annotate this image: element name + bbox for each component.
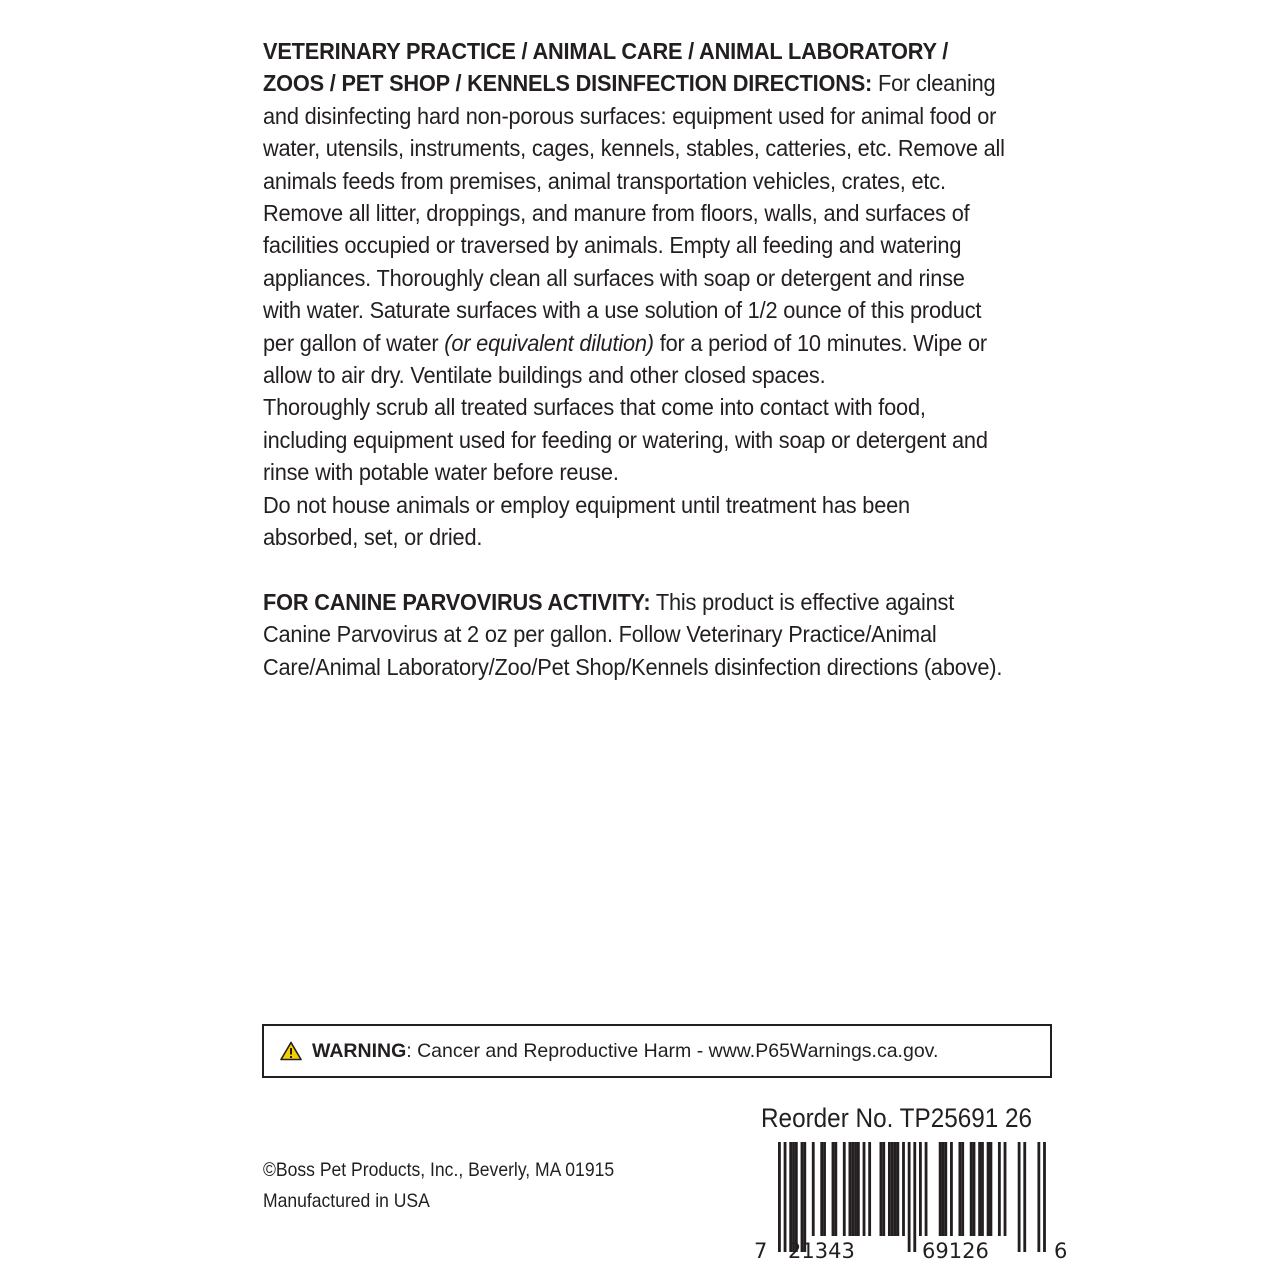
barcode-check-digit: 6: [1054, 1239, 1068, 1263]
barcode-bar: [880, 1142, 883, 1236]
directions-heading: VETERINARY PRACTICE / ANIMAL CARE / ANIMAL LABORATORY / ZOOS / PET SHOP / KENNELS DISINFECTION DIRECTIONS:: [263, 38, 949, 97]
barcode-bar: [973, 1142, 976, 1236]
barcode-bar: [1037, 1142, 1040, 1252]
barcode-bar: [784, 1142, 787, 1252]
barcode-bar: [944, 1142, 947, 1236]
barcode-bar: [894, 1142, 897, 1236]
barcode-bar: [987, 1142, 990, 1236]
barcode-lead-digit: 7: [754, 1239, 768, 1263]
barcode-left-digits: 21343: [788, 1239, 855, 1263]
barcode-bar: [990, 1142, 993, 1236]
barcode-bar: [789, 1142, 792, 1252]
barcode-bar: [978, 1142, 981, 1236]
barcode-bar: [981, 1142, 984, 1236]
barcode-bar: [834, 1142, 837, 1236]
barcode-bar: [1018, 1142, 1021, 1252]
barcode-bar: [868, 1142, 871, 1236]
parvovirus-text: This product is effective against Canine Parvovirus at 2 oz per gallon. Follow Veterinary Practice/Animal Care/Animal Laboratory/Zoo/Pet Shop/Kennels disinfection directions (above).: [263, 588, 1003, 680]
barcode-bar: [925, 1142, 928, 1236]
contact-time-text: for a period of 10 minutes. Wipe or allow to air dry. Ventilate buildings and other closed spaces.: [263, 329, 987, 389]
paragraph-gap: [263, 554, 1007, 586]
company-address: ©Boss Pet Products, Inc., Beverly, MA 01915: [263, 1159, 615, 1181]
barcode-bar: [801, 1142, 804, 1252]
barcode-bar: [849, 1142, 852, 1236]
barcode-bar: [998, 1142, 1001, 1236]
directions-intro: For cleaning and disinfecting hard non-porous surfaces: equipment used for animal food or water, utensils, instruments, cages, kennels, stables, catteries, etc. Remove all animals feeds from premises, animal transportation vehicles, crates, etc. Remove all litter, droppings, and manure from floors, walls, and surfaces of facilities occupied or traversed by animals. Empty all feeding and watering appliances. Thoroughly clean all surfaces with soap or detergent and rinse with water. Saturate surfaces with a use solution of 1/2 ounce of this product per gallon of water: [263, 70, 1005, 356]
barcode-bar: [820, 1142, 823, 1236]
barcode-bar: [795, 1142, 798, 1252]
barcode-right-digits: 69126: [922, 1239, 989, 1263]
barcode-bar: [902, 1142, 905, 1236]
food-contact-paragraph: Thoroughly scrub all treated surfaces that come into contact with food, including equipment used for feeding or watering, with soap or detergent and rinse with potable water before reuse.: [263, 394, 988, 486]
barcode-bar: [961, 1142, 964, 1236]
barcode-bar: [908, 1142, 911, 1252]
barcode-bar: [812, 1142, 815, 1236]
barcode-bar: [1004, 1142, 1007, 1236]
barcode-bar: [891, 1142, 894, 1236]
barcode-bar: [882, 1142, 885, 1236]
barcode-bar: [970, 1142, 973, 1236]
parvovirus-paragraph: [263, 586, 1007, 683]
barcode-bar: [942, 1142, 945, 1236]
barcode-bar: [843, 1142, 846, 1236]
barcode-bar: [896, 1142, 899, 1236]
warning-triangle-icon: [280, 1041, 302, 1061]
barcode-bar: [832, 1142, 835, 1236]
barcode-bar: [823, 1142, 826, 1236]
barcode-bar: [857, 1142, 860, 1236]
barcode-bar: [958, 1142, 961, 1236]
barcode-bar: [913, 1142, 916, 1252]
directions-paragraph: [263, 35, 1007, 391]
barcode-bar: [851, 1142, 854, 1236]
barcode-bar: [854, 1142, 857, 1236]
dilution-note: (or equivalent dilution): [444, 329, 654, 356]
reorder-number: Reorder No. TP25691 26: [761, 1103, 1033, 1133]
barcode-bar: [1023, 1142, 1026, 1252]
directions-block: [263, 35, 1007, 683]
parvovirus-heading: FOR CANINE PARVOVIRUS ACTIVITY:: [263, 588, 651, 615]
barcode-bar: [1043, 1142, 1046, 1252]
barcode-bars: [778, 1142, 1046, 1252]
barcode-bar: [778, 1142, 781, 1252]
barcode-bar: [863, 1142, 866, 1236]
barcode-bar: [792, 1142, 795, 1252]
warning-text: : Cancer and Reproductive Harm - www.P65Warnings.ca.gov.: [406, 1039, 939, 1062]
housing-paragraph: Do not house animals or employ equipment until treatment has been absorbed, set, or dried.: [263, 491, 910, 551]
barcode-bar: [939, 1142, 942, 1236]
barcode-bar: [803, 1142, 806, 1252]
company-info: [263, 1155, 614, 1217]
warning-label: WARNING: [312, 1039, 407, 1062]
prop65-warning-box: [262, 1024, 1052, 1078]
upc-barcode: [752, 1138, 1070, 1266]
barcode-bar: [919, 1142, 922, 1236]
barcode-bar: [888, 1142, 891, 1236]
barcode-bar: [950, 1142, 953, 1236]
manufactured-in: Manufactured in USA: [263, 1190, 430, 1212]
